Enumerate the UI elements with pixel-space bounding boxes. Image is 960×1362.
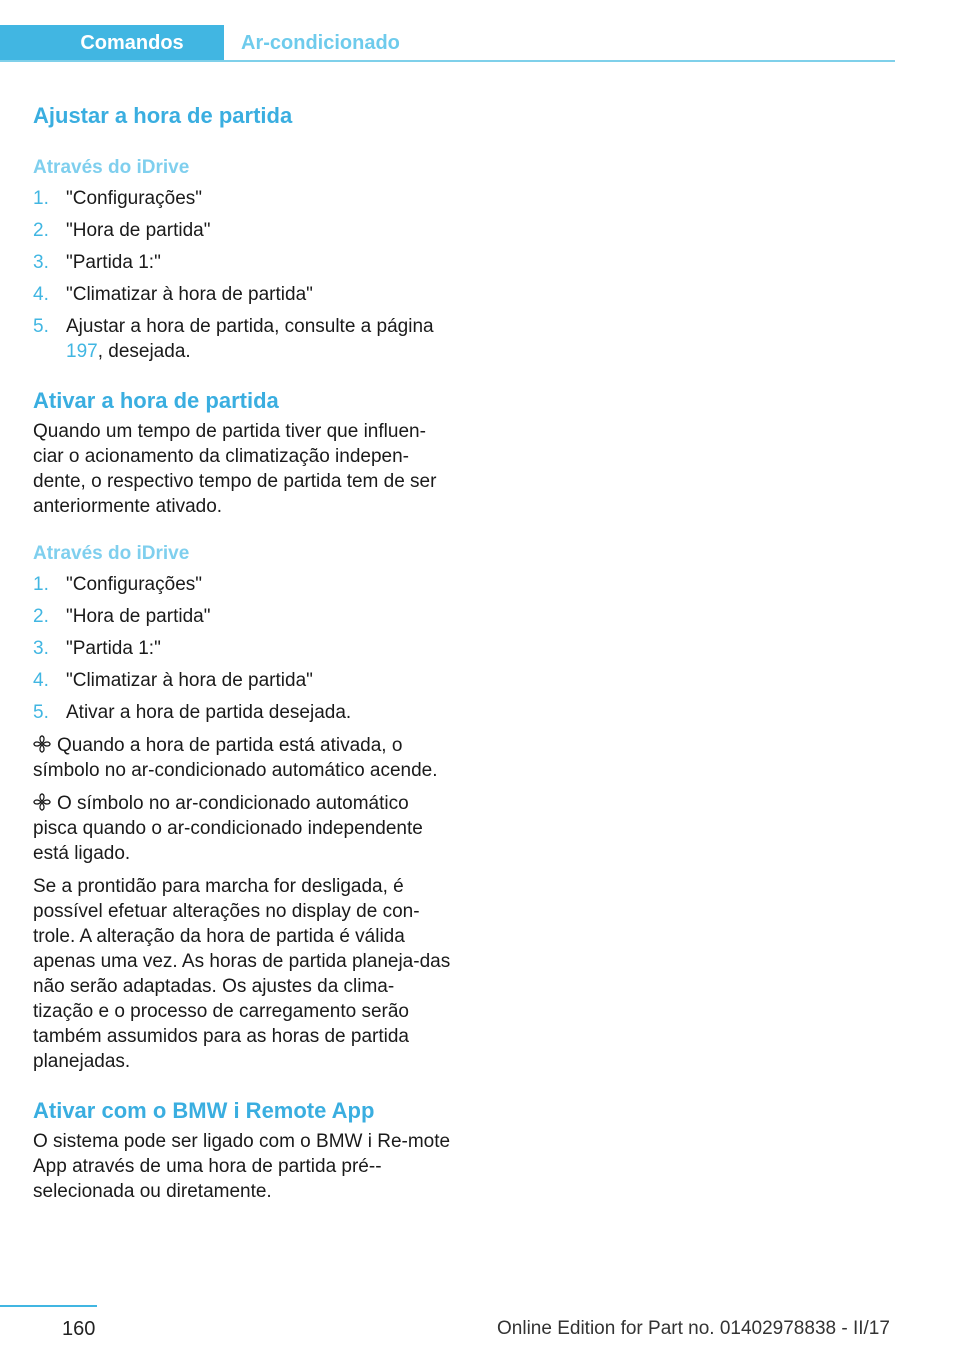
step-number: 5.	[33, 316, 49, 337]
list-item	[33, 186, 453, 211]
step-text: "Hora de partida"	[66, 220, 211, 241]
fan-icon	[33, 793, 51, 811]
step-text: "Climatizar à hora de partida"	[66, 670, 313, 691]
edition-note: Online Edition for Part no. 01402978838 - II/17	[497, 1318, 890, 1339]
subtitle-idrive-1: Através do iDrive	[33, 157, 190, 178]
remote-app-paragraph: O sistema pode ser ligado com o BMW i Re-mote App através de uma hora de partida pré--selecionada ou diretamente.	[33, 1131, 451, 1202]
step-text: "Hora de partida"	[66, 606, 211, 627]
section-title-ajustar: Ajustar a hora de partida	[33, 103, 293, 128]
list-item	[33, 314, 453, 364]
step-number: 4.	[33, 284, 49, 305]
icon-note-2-text: O símbolo no ar-condicionado automático pisca quando o ar-condicionado independente está ligado.	[33, 793, 423, 864]
step-text: "Climatizar à hora de partida"	[66, 284, 313, 305]
step-text: "Partida 1:"	[66, 638, 161, 659]
footer-divider	[0, 1305, 97, 1307]
list-item	[33, 604, 453, 629]
header-divider	[0, 60, 895, 62]
list-item	[33, 700, 453, 725]
step-text: "Partida 1:"	[66, 252, 161, 273]
section-title-remote-app: Ativar com o BMW i Remote App	[33, 1098, 375, 1123]
icon-note-1	[33, 733, 453, 783]
step-number: 4.	[33, 670, 49, 691]
header-tab-comandos[interactable]: Comandos	[0, 25, 224, 62]
list-item	[33, 572, 453, 597]
intro-paragraph: Quando um tempo de partida tiver que influen-ciar o acionamento da climatização indepen-dente, o respectivo tempo de partida tem de ser anteriormente ativado.	[33, 421, 437, 517]
page-link-197[interactable]: 197	[66, 341, 98, 362]
fan-icon	[33, 735, 51, 753]
header-tab-ar-condicionado[interactable]: Ar-condicionado	[241, 32, 400, 54]
step-number: 1.	[33, 574, 49, 595]
steps-list-1	[33, 186, 453, 364]
step-text-before: Ajustar a hora de partida, consulte a página	[66, 316, 434, 337]
step-text: "Configurações"	[66, 188, 203, 209]
steps-list-2	[33, 572, 453, 725]
step-text-after: , desejada.	[97, 341, 191, 362]
list-item	[33, 636, 453, 661]
step-number: 3.	[33, 252, 49, 273]
step-number: 2.	[33, 220, 49, 241]
page-number: 160	[62, 1318, 96, 1340]
list-item	[33, 250, 453, 275]
section-title-ativar: Ativar a hora de partida	[33, 388, 279, 413]
step-text: Ativar a hora de partida desejada.	[66, 702, 352, 723]
step-text: "Configurações"	[66, 574, 203, 595]
page-header	[0, 25, 895, 62]
main-content	[33, 101, 453, 1204]
step-number: 5.	[33, 702, 49, 723]
step-number: 3.	[33, 638, 49, 659]
icon-note-1-text: Quando a hora de partida está ativada, o símbolo no ar-condicionado automático acende.	[33, 735, 438, 781]
prontidao-paragraph: Se a prontidão para marcha for desligada, é possível efetuar alterações no display de con-trole. A alteração da hora de partida é válida apenas uma vez. As horas de partida planeja-das não serão adaptadas. Os ajustes da clima-tização e o processo de carregamento serão também assumidos para as horas de partida planejadas.	[33, 876, 451, 1072]
list-item	[33, 668, 453, 693]
step-number: 1.	[33, 188, 49, 209]
list-item	[33, 282, 453, 307]
subtitle-idrive-2: Através do iDrive	[33, 543, 190, 564]
step-number: 2.	[33, 606, 49, 627]
icon-note-2	[33, 791, 453, 866]
list-item	[33, 218, 453, 243]
